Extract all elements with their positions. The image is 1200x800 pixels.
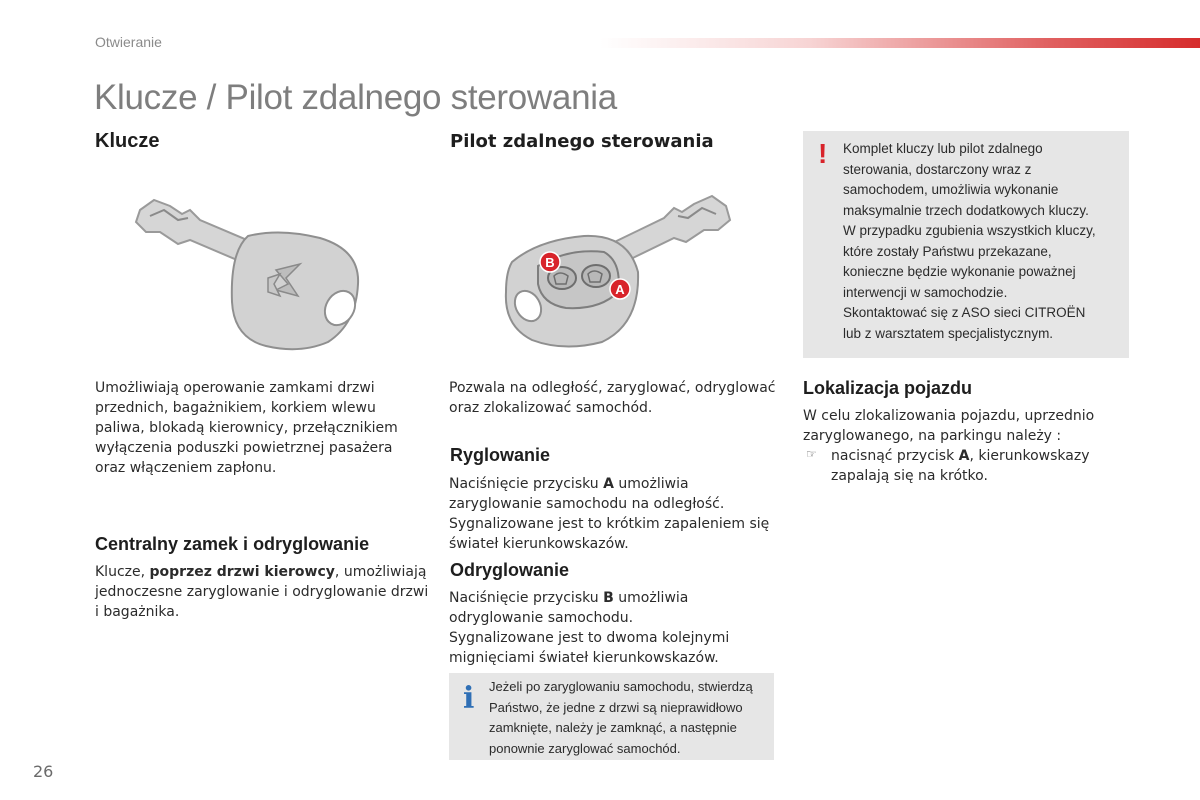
lock-description: Naciśnięcie przycisku A umożliwia zaryglowanie samochodu na odległość. Sygnalizowane jest to krótkim zapaleniem się świateł kierunkowskazów. — [449, 476, 770, 552]
keys-description: Umożliwiają operowanie zamkami drzwi przednich, bagażnikiem, korkiem wlewu paliwa, blokadą kierownicy, przełącznikiem wyłączenia poduszki powietrznej pasażera oraz włączeniem zapłonu. — [95, 380, 398, 476]
locate-heading: Lokalizacja pojazdu — [803, 378, 973, 398]
remote-description: Pozwala na odległość, zaryglować, odryglować oraz zlokalizować samochód. — [449, 380, 776, 416]
button-b-badge — [540, 252, 560, 272]
svg-text:B: B — [545, 255, 555, 270]
unlock-description: Naciśnięcie przycisku B umożliwia odryglowanie samochodu. Sygnalizowane jest to dwoma kolejnymi mignięciami świateł kierunkowskazów. — [449, 590, 730, 666]
central-lock-heading: Centralny zamek i odryglowanie — [95, 534, 370, 554]
pointing-hand-icon: ☞ — [806, 447, 817, 461]
exclamation-icon: ! — [818, 138, 828, 169]
page-title: Klucze / Pilot zdalnego sterowania — [94, 78, 617, 117]
locate-description: W celu zlokalizowania pojazdu, uprzednio zaryglowanego, na parkingu należy : — [803, 408, 1095, 444]
unlock-heading: Odryglowanie — [450, 560, 570, 580]
warning-note-text: Komplet kluczy lub pilot zdalnego sterowania, dostarczony wraz z samochodem, umożliwia wykonanie maksymalnie trzech dodatkowych kluczy. W przypadku zgubienia wszystkich kluczy, które zostały Państwu przekazane, konieczne będzie wykonanie poważnej interwencji w samochodzie. Skontaktować się z ASO sieci CITROËN lub z warsztatem specjalistycznym. — [843, 141, 1096, 341]
header-accent-bar — [600, 38, 1200, 48]
keys-heading: Klucze — [95, 130, 160, 152]
remote-heading: Pilot zdalnego sterowania — [450, 131, 714, 152]
svg-text:A: A — [615, 282, 625, 297]
key-illustration — [130, 192, 370, 357]
button-a-badge — [610, 279, 630, 299]
page-number: 26 — [33, 762, 54, 781]
central-lock-description: Klucze, poprzez drzwi kierowcy, umożliwiają jednoczesne zaryglowanie i odryglowanie drzwi i bagażnika. — [95, 564, 429, 620]
info-icon: i — [463, 681, 475, 716]
locate-bullet: nacisnąć przycisk A, kierunkowskazy zapalają się na krótko. — [831, 448, 1090, 484]
remote-key-illustration — [498, 192, 738, 357]
section-label: Otwieranie — [95, 34, 162, 50]
lock-heading: Ryglowanie — [450, 445, 551, 465]
info-note-text: Jeżeli po zaryglowaniu samochodu, stwierdzą Państwo, że jedne z drzwi są nieprawidłowo zamknięte, należy je zamknąć, a następnie ponownie zaryglować samochód. — [489, 679, 753, 756]
